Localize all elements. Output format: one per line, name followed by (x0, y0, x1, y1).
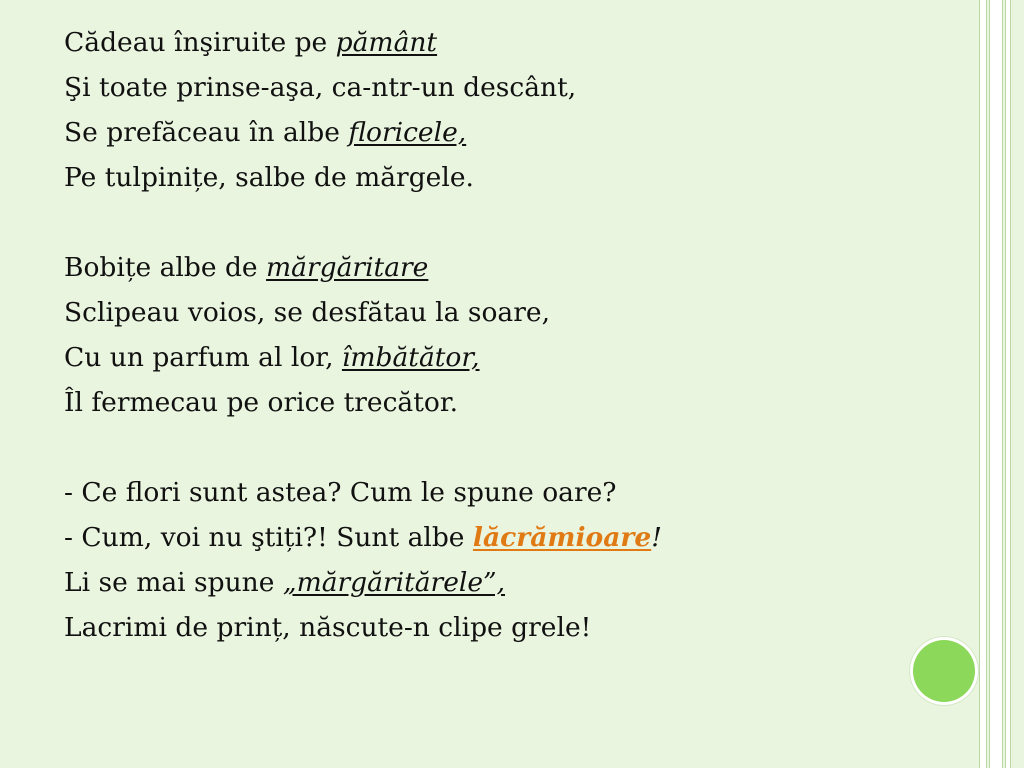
poem-line (64, 20, 964, 65)
stanza-gap (64, 200, 964, 245)
stripe-edge (1005, 0, 1006, 768)
stripe-edge (1002, 0, 1003, 768)
poem-line (64, 335, 964, 380)
text-segment: - Cum, voi nu ştiți?! Sunt albe (64, 522, 473, 553)
highlighted-word: lăcrămioare (472, 522, 652, 553)
text-segment: Li se mai spune (64, 567, 283, 598)
poem-line: Şi toate prinse-aşa, ca-ntr-un descânt, (64, 72, 577, 103)
poem-line (64, 245, 964, 290)
emphasized-word: mărgăritare (266, 252, 429, 283)
text-segment: Se prefăceau în albe (64, 117, 349, 148)
text-segment: ! (651, 522, 662, 553)
stanza-gap (64, 425, 964, 470)
emphasized-word: pământ (335, 27, 438, 58)
stripe-edge (979, 0, 980, 768)
poem-line (64, 560, 964, 605)
poem-line: Sclipeau voios, se desfătau la soare, (64, 297, 551, 328)
text-segment: Bobițe albe de (64, 252, 267, 283)
stripe-edge (1010, 0, 1011, 768)
poem-line: Pe tulpinițe, salbe de mărgele. (64, 162, 474, 193)
emphasized-word: floricele, (348, 117, 467, 148)
poem-line (64, 110, 964, 155)
emphasized-word: „mărgăritărele”, (282, 567, 506, 598)
text-segment: Cădeau înşiruite pe (64, 27, 336, 58)
emphasized-word: îmbătător, (341, 342, 480, 373)
poem-line (64, 515, 964, 560)
stripe-edge (989, 0, 990, 768)
poem-line: - Ce flori sunt astea? Cum le spune oare? (64, 477, 617, 508)
text-segment: Cu un parfum al lor, (64, 342, 342, 373)
stripe-edge (986, 0, 987, 768)
poem-line: Lacrimi de prinț, născute-n clipe grele! (64, 612, 592, 643)
poem-line: Îl fermecau pe orice trecător. (64, 387, 459, 418)
decorative-stripe (990, 0, 1002, 768)
poem-text (64, 20, 964, 650)
